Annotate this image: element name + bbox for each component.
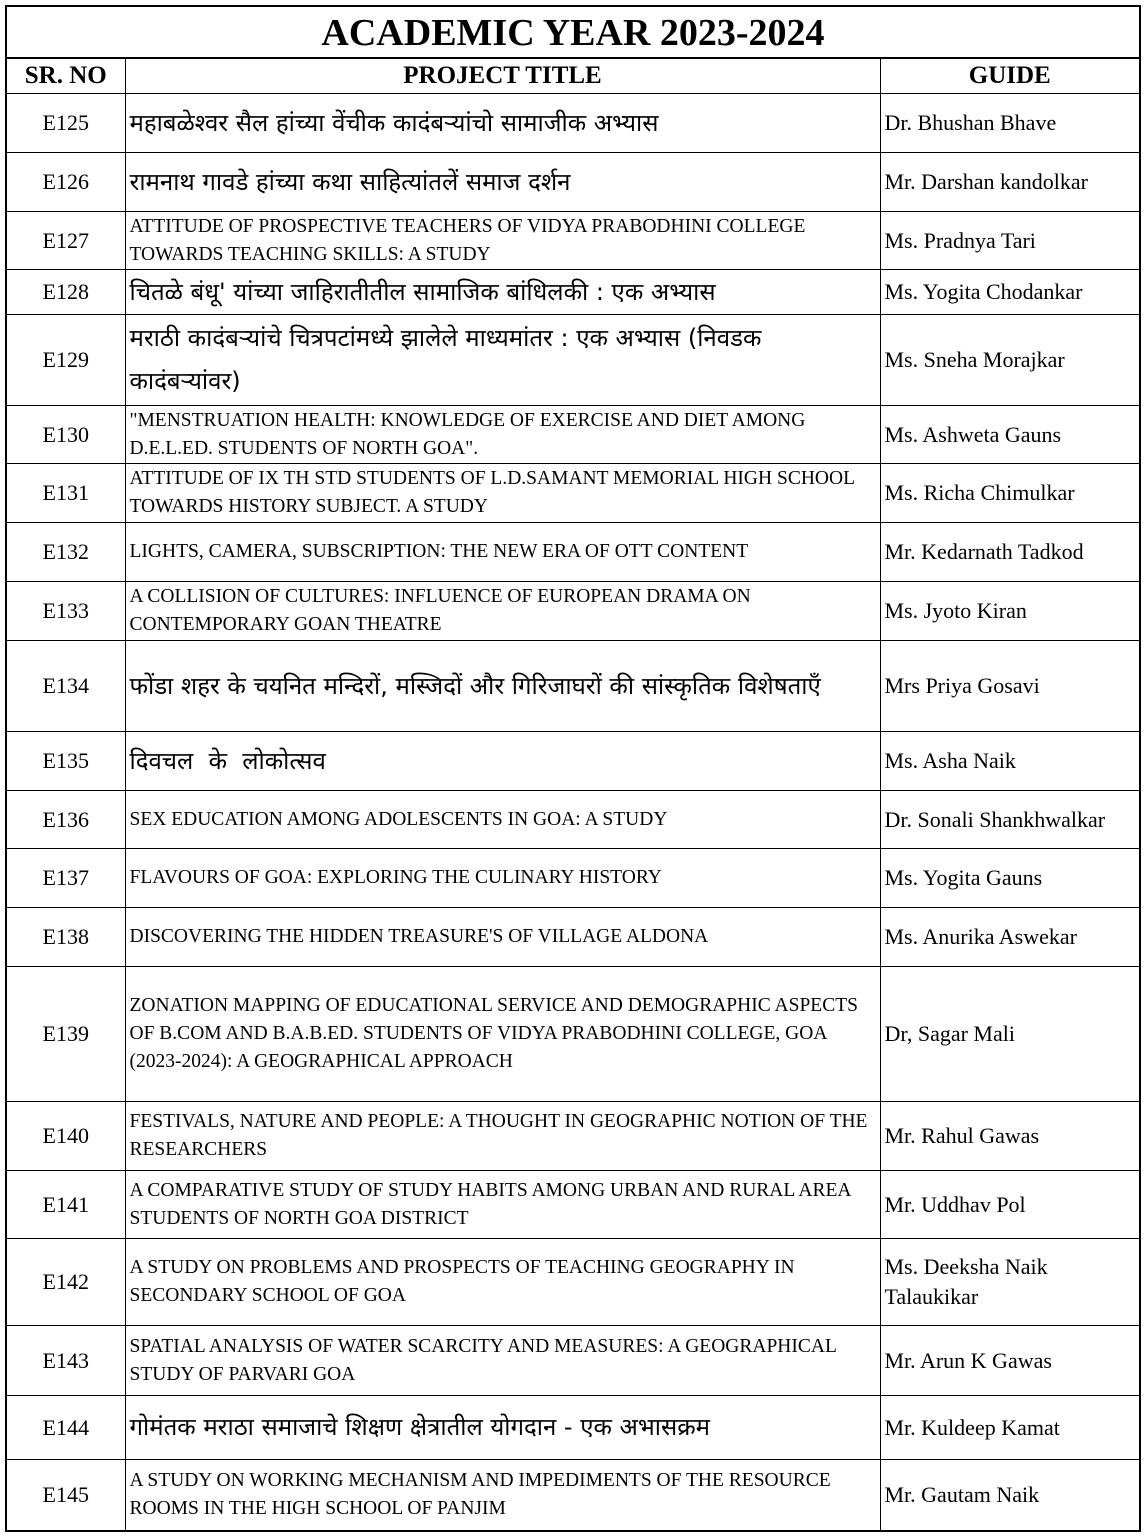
project-title-cell: LIGHTS, CAMERA, SUBSCRIPTION: THE NEW ERA OF OTT CONTENT [125, 523, 880, 582]
table-row [7, 1396, 1139, 1460]
sr-no-cell: E142 [7, 1239, 125, 1326]
sr-no-cell: E127 [7, 212, 125, 270]
project-title-cell: SEX EDUCATION AMONG ADOLESCENTS IN GOA: A STUDY [125, 791, 880, 849]
project-title-cell: चितळे बंधू' यांच्या जाहिरातीतील सामाजिक बांधिलकी : एक अभ्यास [125, 270, 880, 315]
sr-no-cell: E132 [7, 523, 125, 582]
table-row [7, 1460, 1139, 1530]
project-title-cell: FESTIVALS, NATURE AND PEOPLE: A THOUGHT IN GEOGRAPHIC NOTION OF THE RESEARCHERS [125, 1102, 880, 1171]
project-title-cell: महाबळेश्वर सैल हांच्या वेंचीक कादंबऱ्यांचो सामाजीक अभ्यास [125, 94, 880, 153]
project-title-cell: FLAVOURS OF GOA: EXPLORING THE CULINARY HISTORY [125, 849, 880, 908]
guide-cell: Ms. Yogita Chodankar [880, 270, 1139, 315]
project-title-cell: DISCOVERING THE HIDDEN TREASURE'S OF VILLAGE ALDONA [125, 908, 880, 967]
guide-cell: Dr. Sonali Shankhwalkar [880, 791, 1139, 849]
guide-cell: Dr, Sagar Mali [880, 967, 1139, 1102]
guide-cell: Mr. Rahul Gawas [880, 1102, 1139, 1171]
table-row [7, 153, 1139, 212]
header-row [7, 59, 1139, 94]
sr-no-cell: E141 [7, 1171, 125, 1239]
project-title-cell: रामनाथ गावडे हांच्या कथा साहित्यांतलें समाज दर्शन [125, 153, 880, 212]
sr-no-cell: E130 [7, 406, 125, 464]
project-title-cell: गोमंतक मराठा समाजाचे शिक्षण क्षेत्रातील योगदान - एक अभासक्रम [125, 1396, 880, 1460]
guide-cell: Mr. Uddhav Pol [880, 1171, 1139, 1239]
project-title-cell: A STUDY ON WORKING MECHANISM AND IMPEDIMENTS OF THE RESOURCE ROOMS IN THE HIGH SCHOOL OF PANJIM [125, 1460, 880, 1530]
sr-no-cell: E140 [7, 1102, 125, 1171]
sr-no-cell: E143 [7, 1326, 125, 1396]
project-title-cell: ATTITUDE OF IX TH STD STUDENTS OF L.D.SAMANT MEMORIAL HIGH SCHOOL TOWARDS HISTORY SUBJECT. A STUDY [125, 464, 880, 523]
guide-cell: Ms. Jyoto Kiran [880, 582, 1139, 641]
table-row [7, 1326, 1139, 1396]
project-title-cell: मराठी कादंबऱ्यांचे चित्रपटांमध्ये झालेले माध्यमांतर : एक अभ्यास (निवडक कादंबऱ्यांवर) [125, 315, 880, 406]
table-row [7, 849, 1139, 908]
guide-cell: Ms. Anurika Aswekar [880, 908, 1139, 967]
sr-no-cell: E135 [7, 732, 125, 791]
table-row [7, 315, 1139, 406]
project-title-cell: "MENSTRUATION HEALTH: KNOWLEDGE OF EXERCISE AND DIET AMONG D.E.L.ED. STUDENTS OF NORTH GOA". [125, 406, 880, 464]
guide-cell: Mrs Priya Gosavi [880, 641, 1139, 732]
table-row [7, 582, 1139, 641]
table-row [7, 967, 1139, 1102]
header-project-title: PROJECT TITLE [125, 59, 880, 94]
guide-cell: Mr. Darshan kandolkar [880, 153, 1139, 212]
guide-cell: Dr. Bhushan Bhave [880, 94, 1139, 153]
sr-no-cell: E145 [7, 1460, 125, 1530]
table-row [7, 270, 1139, 315]
table-row [7, 1171, 1139, 1239]
header-guide: GUIDE [880, 59, 1139, 94]
table-row [7, 523, 1139, 582]
project-title-cell: ZONATION MAPPING OF EDUCATIONAL SERVICE AND DEMOGRAPHIC ASPECTS OF B.COM AND B.A.B.ED. STUDENTS OF VIDYA PRABODHINI COLLEGE, GOA (2023-2024): A GEOGRAPHICAL APPROACH [125, 967, 880, 1102]
table-row [7, 1239, 1139, 1326]
project-list-sheet [5, 5, 1141, 1532]
sr-no-cell: E144 [7, 1396, 125, 1460]
sr-no-cell: E134 [7, 641, 125, 732]
project-title-cell: फोंडा शहर के चयनित मन्दिरों, मस्जिदों और गिरिजाघरों की सांस्कृतिक विशेषताएँ [125, 641, 880, 732]
sr-no-cell: E131 [7, 464, 125, 523]
sr-no-cell: E125 [7, 94, 125, 153]
guide-cell: Ms. Pradnya Tari [880, 212, 1139, 270]
sr-no-cell: E128 [7, 270, 125, 315]
sr-no-cell: E138 [7, 908, 125, 967]
table-row [7, 212, 1139, 270]
project-title-cell: SPATIAL ANALYSIS OF WATER SCARCITY AND MEASURES: A GEOGRAPHICAL STUDY OF PARVARI GOA [125, 1326, 880, 1396]
page-title: ACADEMIC YEAR 2023-2024 [7, 7, 1139, 59]
guide-cell: Ms. Ashweta Gauns [880, 406, 1139, 464]
header-sr-no: SR. NO [7, 59, 125, 94]
table-row [7, 908, 1139, 967]
guide-cell: Mr. Kedarnath Tadkod [880, 523, 1139, 582]
table-row [7, 406, 1139, 464]
guide-cell: Ms. Sneha Morajkar [880, 315, 1139, 406]
guide-cell: Ms. Deeksha Naik Talaukikar [880, 1239, 1139, 1326]
guide-cell: Mr. Gautam Naik [880, 1460, 1139, 1530]
project-title-cell: ATTITUDE OF PROSPECTIVE TEACHERS OF VIDYA PRABODHINI COLLEGE TOWARDS TEACHING SKILLS: A STUDY [125, 212, 880, 270]
sr-no-cell: E136 [7, 791, 125, 849]
project-title-cell: A COMPARATIVE STUDY OF STUDY HABITS AMONG URBAN AND RURAL AREA STUDENTS OF NORTH GOA DISTRICT [125, 1171, 880, 1239]
guide-cell: Mr. Kuldeep Kamat [880, 1396, 1139, 1460]
table-row [7, 641, 1139, 732]
projects-table [7, 59, 1139, 1530]
table-row [7, 1102, 1139, 1171]
table-row [7, 732, 1139, 791]
sr-no-cell: E126 [7, 153, 125, 212]
guide-cell: Ms. Asha Naik [880, 732, 1139, 791]
sr-no-cell: E137 [7, 849, 125, 908]
guide-cell: Ms. Yogita Gauns [880, 849, 1139, 908]
sr-no-cell: E129 [7, 315, 125, 406]
guide-cell: Mr. Arun K Gawas [880, 1326, 1139, 1396]
project-title-cell: A COLLISION OF CULTURES: INFLUENCE OF EUROPEAN DRAMA ON CONTEMPORARY GOAN THEATRE [125, 582, 880, 641]
guide-cell: Ms. Richa Chimulkar [880, 464, 1139, 523]
sr-no-cell: E139 [7, 967, 125, 1102]
table-row [7, 464, 1139, 523]
table-row [7, 94, 1139, 153]
sr-no-cell: E133 [7, 582, 125, 641]
project-title-cell: दिवचल के लोकोत्सव [125, 732, 880, 791]
project-title-cell: A STUDY ON PROBLEMS AND PROSPECTS OF TEACHING GEOGRAPHY IN SECONDARY SCHOOL OF GOA [125, 1239, 880, 1326]
table-row [7, 791, 1139, 849]
